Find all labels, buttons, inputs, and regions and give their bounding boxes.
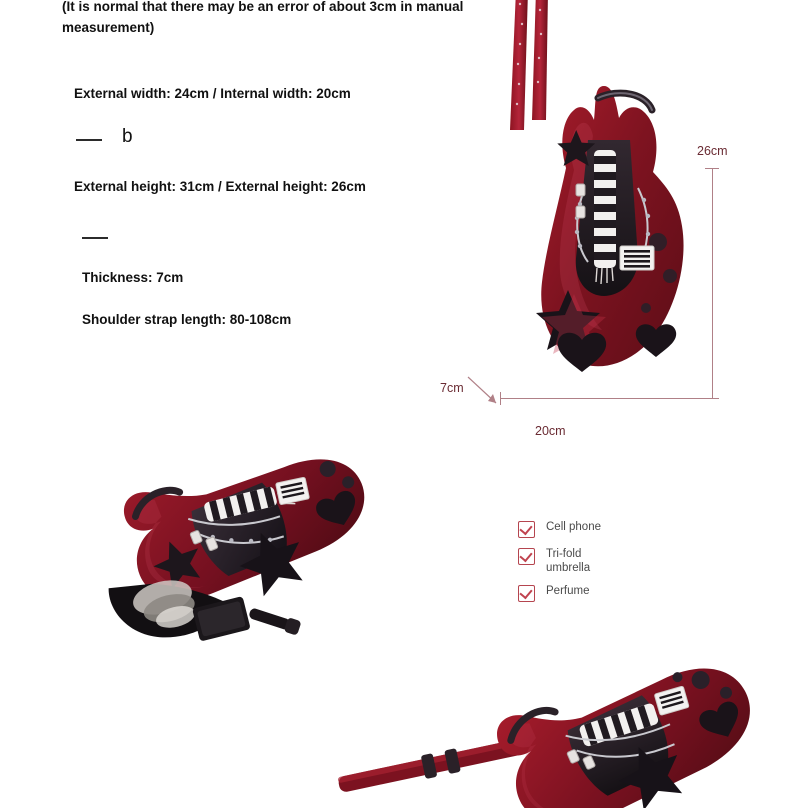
checklist-label: Cell phone xyxy=(546,521,601,533)
thickness-line: Thickness: 7cm xyxy=(82,270,184,285)
checklist-label: Tri-fold umbrella xyxy=(546,548,591,574)
external-height-line: External height: 31cm / External height: 26cm xyxy=(74,179,366,194)
checkbox-checked-icon[interactable] xyxy=(518,521,535,538)
divider-dash-1 xyxy=(76,139,102,141)
divider-dash-2 xyxy=(82,237,108,239)
dimension-width-line xyxy=(500,398,713,399)
dimension-height-label: 26cm xyxy=(697,144,728,158)
measurement-note: (It is normal that there may be an error of about 3cm in manual measurement) xyxy=(62,0,464,35)
product-image-angle xyxy=(330,608,800,808)
dimension-depth-label: 7cm xyxy=(440,381,464,395)
included-items-checklist xyxy=(518,520,668,611)
product-image-front xyxy=(470,0,740,410)
dimension-depth-arrow xyxy=(466,375,502,407)
list-item[interactable] xyxy=(518,520,668,538)
external-width-line: External width: 24cm / Internal width: 20cm xyxy=(74,86,351,101)
shoulder-strap-line: Shoulder strap length: 80-108cm xyxy=(82,312,292,327)
dimension-height-line xyxy=(712,168,713,398)
dimension-width-label: 20cm xyxy=(535,424,566,438)
checkbox-checked-icon[interactable] xyxy=(518,585,535,602)
list-item[interactable] xyxy=(518,584,668,602)
dimension-height-tick-top xyxy=(705,168,719,169)
checklist-label: Perfume xyxy=(546,585,590,597)
list-item[interactable] xyxy=(518,547,668,575)
checkbox-checked-icon[interactable] xyxy=(518,548,535,565)
letter-b-label: b xyxy=(122,126,133,147)
